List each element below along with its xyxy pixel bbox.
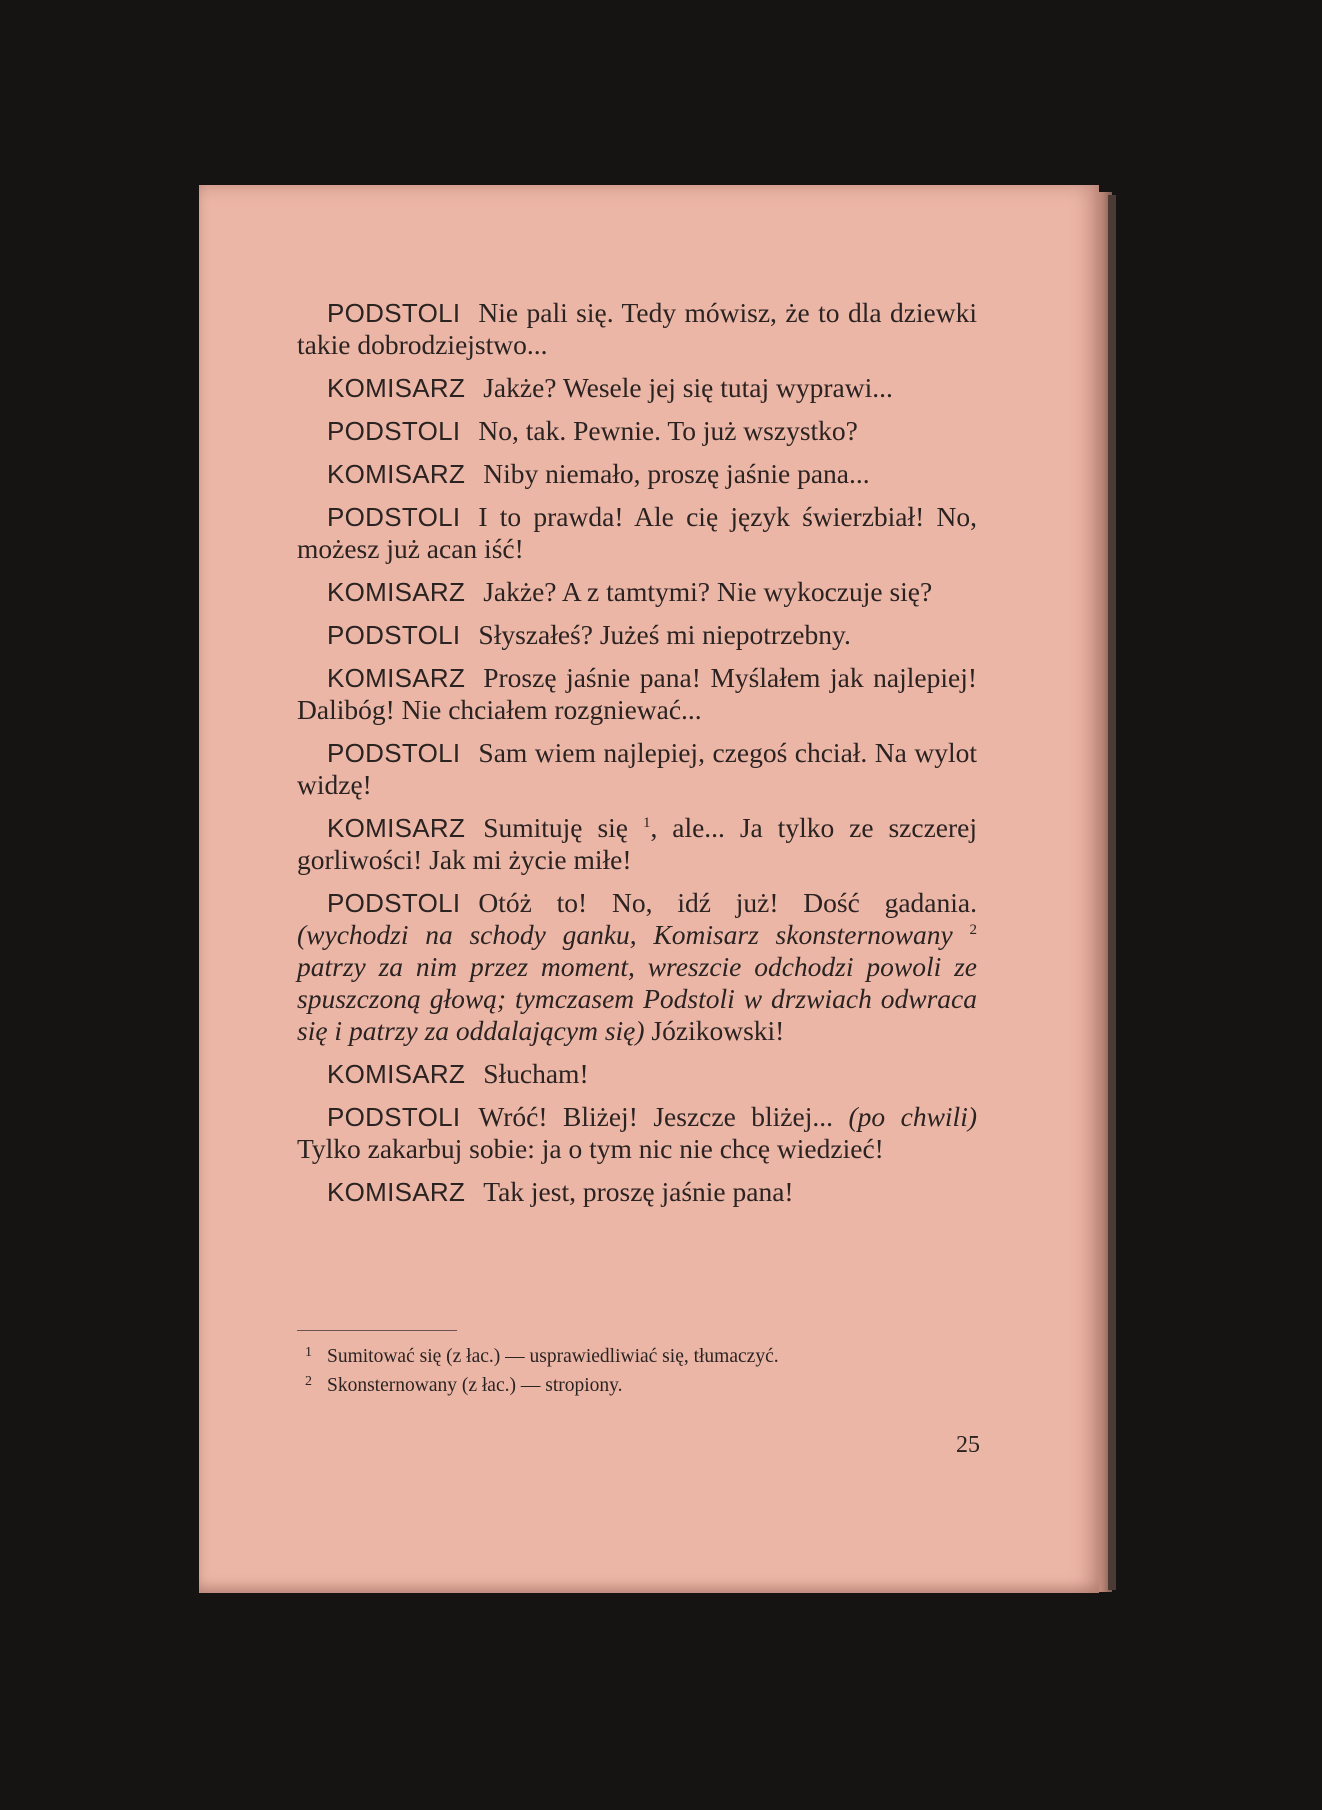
line-text: Wróć! Bliżej! Jeszcze bliżej... [478,1101,833,1132]
line-text: Tak jest, proszę jaśnie pana! [483,1176,794,1207]
speaker-name: KOMISARZ [327,577,466,607]
line-text: Słucham! [483,1058,589,1089]
speaker-name: KOMISARZ [327,663,466,693]
book-spine [1108,195,1116,1590]
line-text: Jakże? Wesele jej się tutaj wyprawi... [483,372,893,403]
line-text: Nie pali się. Tedy mówisz, że to dla dziewki takie dobrodziejstwo... [297,297,977,360]
footnote-ref: 1 [642,814,651,831]
footnote-text: Sumitować się (z łac.) — usprawiedliwiać się, tłumaczyć. [327,1346,779,1367]
dialogue-line [297,297,977,361]
speaker-name: KOMISARZ [327,459,466,489]
line-text: No, tak. Pewnie. To już wszystko? [478,415,858,446]
footnote [297,1342,977,1371]
speaker-name: KOMISARZ [327,813,466,843]
line-text: Słyszałeś? Jużeś mi niepotrzebny. [478,619,851,650]
speaker-name: PODSTOLI [327,298,461,328]
dialogue-line [297,1058,977,1090]
footnotes [297,1342,977,1400]
footnote [297,1371,977,1400]
dialogue-line [297,372,977,404]
line-text: , ale... Ja tylko ze szczerej gorliwości! Jak mi życie miłe! [297,812,978,875]
stage-direction: (wychodzi na schody ganku, Komisarz skonsternowany [297,919,953,950]
dialogue-line [297,812,977,876]
dialogue-line [297,619,977,651]
dialogue-line [297,737,977,801]
line-text: I to prawda! Ale cię język świerzbiał! No, możesz już acan iść! [297,501,977,564]
dialogue-line [297,662,977,726]
dialogue-text [297,297,977,1219]
dialogue-line [297,458,977,490]
line-text: Niby niemało, proszę jaśnie pana... [483,458,870,489]
dialogue-line [297,1176,977,1208]
stage-direction: (po chwili) [848,1101,977,1132]
dialogue-line [297,576,977,608]
footnote-mark: 2 [305,1374,312,1389]
speaker-name: PODSTOLI [327,1102,461,1132]
footnote-text: Skonsternowany (z łac.) — stropiony. [327,1375,623,1396]
line-text: Proszę jaśnie pana! Myślałem jak najlepiej! Dalibóg! Nie chciałem rozgniewać... [297,662,977,725]
page-number: 25 [956,1432,980,1458]
line-text: Sumituję się [483,812,628,843]
speaker-name: PODSTOLI [327,620,461,650]
speaker-name: PODSTOLI [327,502,461,532]
speaker-name: PODSTOLI [327,738,461,768]
footnote-ref: 2 [969,921,977,938]
dialogue-line [297,1101,977,1165]
stage-direction: patrzy za nim przez moment, wreszcie odchodzi powoli ze spuszczoną głową; tymczasem Podstoli w drzwiach odwraca się i patrzy za oddalającym się) [297,951,977,1046]
line-text: Józikowski! [651,1015,785,1046]
speaker-name: KOMISARZ [327,1059,466,1089]
speaker-name: PODSTOLI [327,416,461,446]
dialogue-line [297,887,977,1047]
line-text: Jakże? A z tamtymi? Nie wykoczuje się? [483,576,933,607]
line-text: Tylko zakarbuj sobie: ja o tym nic nie chcę wiedzieć! [297,1133,884,1164]
dialogue-line [297,415,977,447]
speaker-name: PODSTOLI [327,888,461,918]
dialogue-line [297,501,977,565]
speaker-name: KOMISARZ [327,1177,466,1207]
footnote-mark: 1 [305,1345,312,1360]
speaker-name: KOMISARZ [327,373,466,403]
footnote-divider [297,1330,457,1331]
line-text: Sam wiem najlepiej, czegoś chciał. Na wylot widzę! [297,737,977,800]
line-text: Otóż to! No, idź już! Dość gadania. [478,887,977,918]
